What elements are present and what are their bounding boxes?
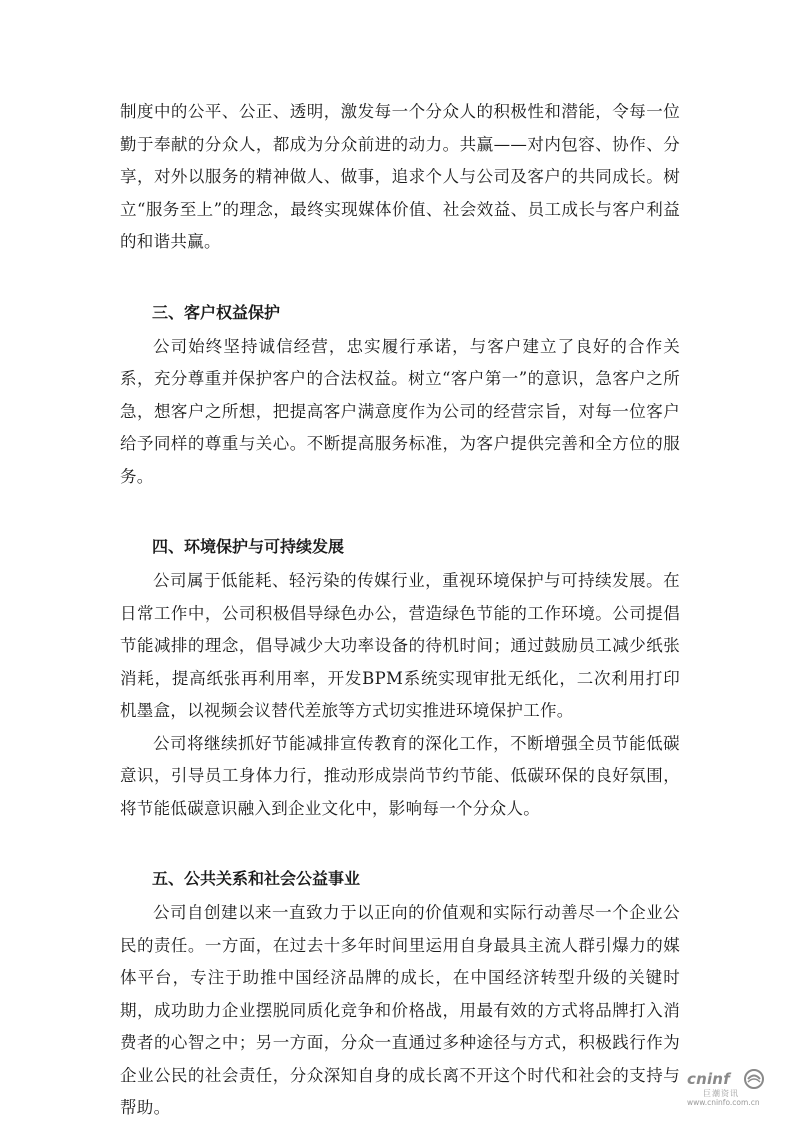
cninfo-swirl-icon: [743, 1068, 765, 1090]
section4-paragraph-2: 公司将继续抓好节能减排宣传教育的深化工作，不断增强全员节能低碳意识，引导员工身体力行，推动形成崇尚节约节能、低碳环保的良好氛围，将节能低碳意识融入到企业文化中，影响每一个分众人。: [120, 733, 680, 818]
logo-brand: cninf: [687, 1070, 730, 1088]
section4-paragraph-1: 公司属于低能耗、轻污染的传媒行业，重视环境保护与可持续发展。在日常工作中，公司积极倡导绿色办公，营造绿色节能的工作环境。公司提倡节能减排的理念，倡导减少大功率设备的待机时间；通过鼓励员工减少纸张消耗，提高纸张再利用率，开发BPM系统实现审批无纸化，二次利用打印机墨盒，以视频会议替代差旅等方式切实推进环境保护工作。: [120, 571, 680, 720]
section4-heading: 四、环境保护与可持续发展: [152, 537, 345, 556]
logo-url: www.cninfo.com.cn: [687, 1098, 760, 1107]
section3-paragraph: 公司始终坚持诚信经营，忠实履行承诺，与客户建立了良好的合作关系，充分尊重并保护客户的合法权益。树立“客户第一”的意识，急客户之所急，想客户之所想，把提高客户满意度作为公司的经营宗旨，对每一位客户给予同样的尊重与关心。不断提高服务标准，为客户提供完善和全方位的服务。: [120, 336, 680, 486]
section5-paragraph: 公司自创建以来一直致力于以正向的价值观和实际行动善尽一个企业公民的责任。一方面，在过去十多年时间里运用自身最具主流人群引爆力的媒体平台，专注于助推中国经济品牌的成长，在中国经济转型升级的关键时期，成功助力企业摆脱同质化竞争和价格战，用最有效的方式将品牌打入消费者的心智之中；另一方面，分众一直通过多种途径与方式，积极践行作为企业公民的社会责任，分众深知自身的成长离不开这个时代和社会的支持与帮助。: [120, 903, 680, 1117]
logo-cn-name: 巨潮资讯: [703, 1089, 739, 1098]
cninfo-logo: [687, 1068, 765, 1108]
document-body: [120, 96, 680, 1125]
intro-paragraph: 制度中的公平、公正、透明，激发每一个分众人的积极性和潜能，令每一位勤于奉献的分众人，都成为分众前进的动力。共赢——对内包容、协作、分享，对外以服务的精神做人、做事，追求个人与公司及客户的共同成长。树立“服务至上”的理念，最终实现媒体价值、社会效益、员工成长与客户利益的和谐共赢。: [120, 102, 680, 251]
section3-heading: 三、客户权益保护: [152, 302, 281, 322]
section5-heading: 五、公共关系和社会公益事业: [152, 869, 361, 888]
